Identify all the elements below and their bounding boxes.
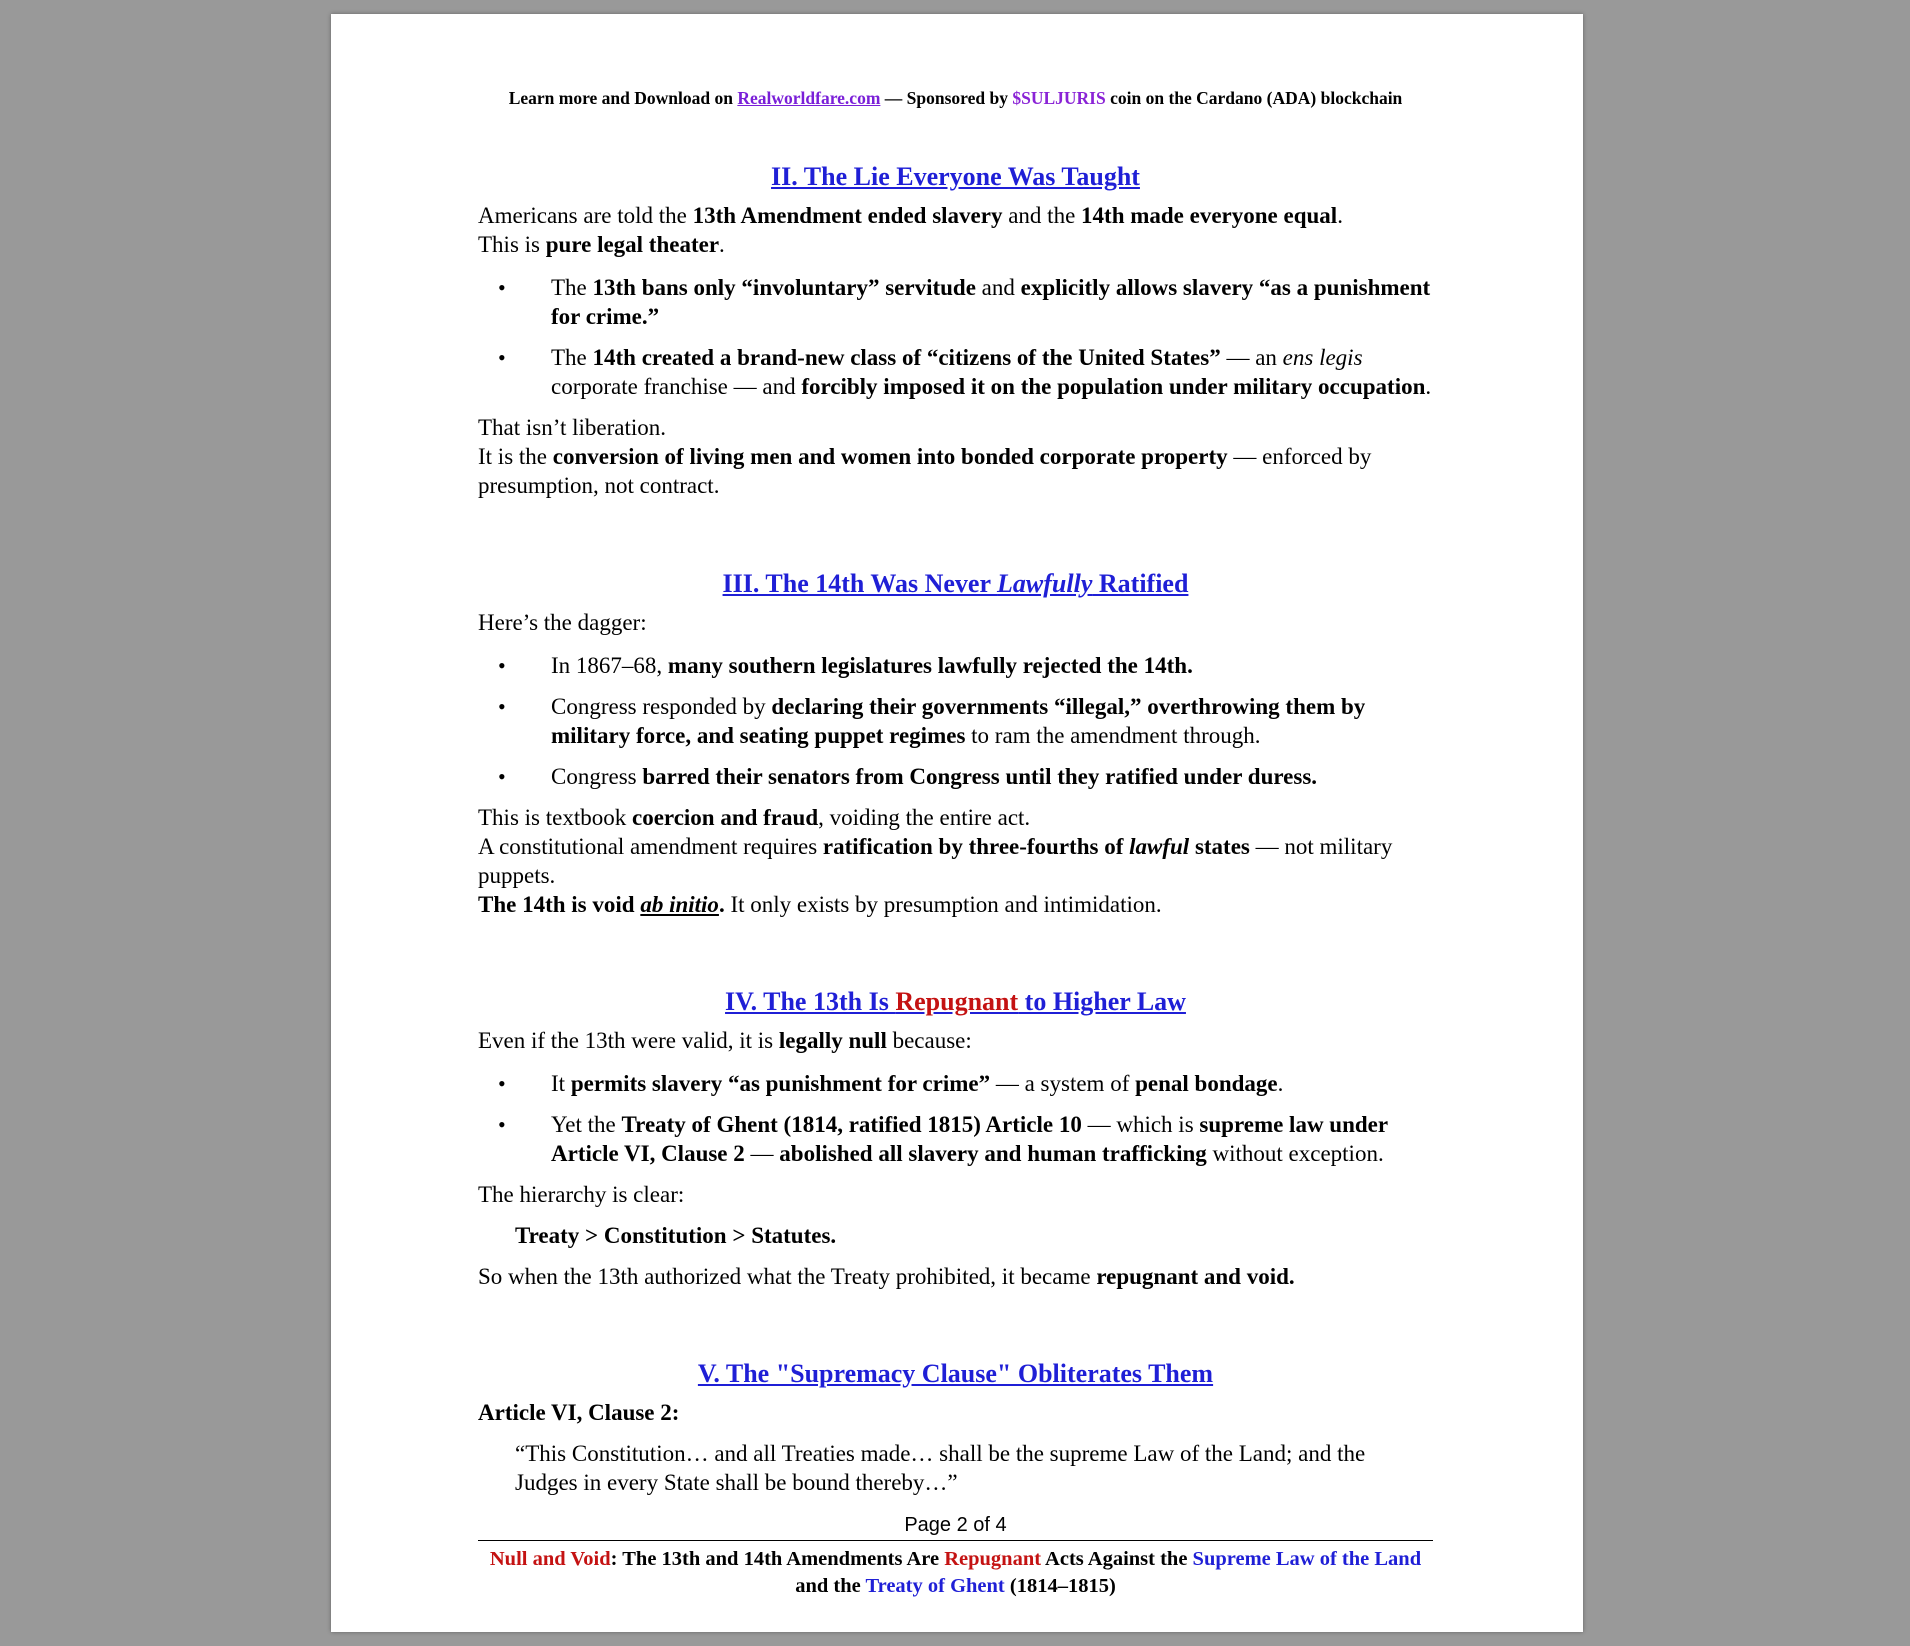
section-2: [478, 160, 1433, 500]
section-2-conclusion: That isn’t liberation. It is the conversion of living men and women into bonded corporate property — enforced by presumption, not contract.: [478, 415, 1372, 498]
section-4: [478, 985, 1433, 1291]
section-3-intro: Here’s the dagger:: [478, 610, 647, 635]
section-2-title: II. The Lie Everyone Was Taught: [771, 162, 1140, 191]
supremacy-quote: “This Constitution… and all Treaties made… shall be the supreme Law of the Land; and the Judges in every State shall be bound thereby…”: [515, 1441, 1366, 1495]
list-item: • In 1867–68, many southern legislatures lawfully rejected the 14th.: [478, 651, 1433, 680]
list-item: • Congress responded by declaring their governments “illegal,” overthrowing them by military force, and seating puppet regimes to ram the amendment through.: [478, 692, 1433, 750]
section-4-title: IV. The 13th Is Repugnant to Higher Law: [725, 987, 1186, 1016]
footer-divider: [478, 1540, 1433, 1541]
page-number: Page 2 of 4: [904, 1514, 1007, 1536]
section-2-intro: Americans are told the 13th Amendment ended slavery and the 14th made everyone equal. This is pure legal theater.: [478, 203, 1343, 257]
section-5-title: V. The "Supremacy Clause" Obliterates Them: [697, 1359, 1214, 1388]
sponsor-header: Learn more and Download on Realworldfare.com — Sponsored by $SULJURIS coin on the Cardano (ADA) blockchain: [508, 88, 1403, 108]
section-5: [478, 1357, 1433, 1497]
realworldfare-link[interactable]: Realworldfare.com: [737, 88, 881, 108]
section-5-label: Article VI, Clause 2:: [478, 1400, 680, 1425]
section-4-conclusion: So when the 13th authorized what the Treaty prohibited, it became repugnant and void.: [478, 1264, 1295, 1289]
section-3: [478, 567, 1433, 919]
coin-name: $SULJURIS: [1012, 88, 1106, 108]
hierarchy-chain: Treaty > Constitution > Statutes.: [515, 1223, 837, 1248]
footer-title: Null and Void: The 13th and 14th Amendments Are Repugnant Acts Against the Supreme Law of the Land and the Treaty of Ghent (1814–1815): [489, 1548, 1422, 1597]
section-4-bullets: [478, 1069, 1433, 1168]
section-4-intro: Even if the 13th were valid, it is legally null because:: [478, 1028, 972, 1053]
section-3-title: III. The 14th Was Never Lawfully Ratified: [722, 569, 1189, 598]
section-3-conclusion: This is textbook coercion and fraud, voiding the entire act. A constitutional amendment requires ratification by three-fourths of lawful states — not military puppets. The 14th is void ab initio. It only exists by presumption and intimidation.: [478, 805, 1393, 917]
list-item: • It permits slavery “as punishment for crime” — a system of penal bondage.: [478, 1069, 1433, 1098]
list-item: • Congress barred their senators from Congress until they ratified under duress.: [478, 762, 1433, 791]
section-4-hierarchy: The hierarchy is clear:: [478, 1182, 685, 1207]
section-3-bullets: [478, 651, 1433, 791]
section-2-bullets: [478, 273, 1433, 401]
list-item: • Yet the Treaty of Ghent (1814, ratified 1815) Article 10 — which is supreme law under Article VI, Clause 2 — abolished all slavery and human trafficking without exception.: [478, 1110, 1433, 1168]
document-page: [331, 14, 1583, 1632]
list-item: • The 14th created a brand-new class of “citizens of the United States” — an ens legis corporate franchise — and forcibly imposed it on the population under military occupation.: [478, 343, 1433, 401]
list-item: • The 13th bans only “involuntary” servitude and explicitly allows slavery “as a punishment for crime.”: [478, 273, 1433, 331]
